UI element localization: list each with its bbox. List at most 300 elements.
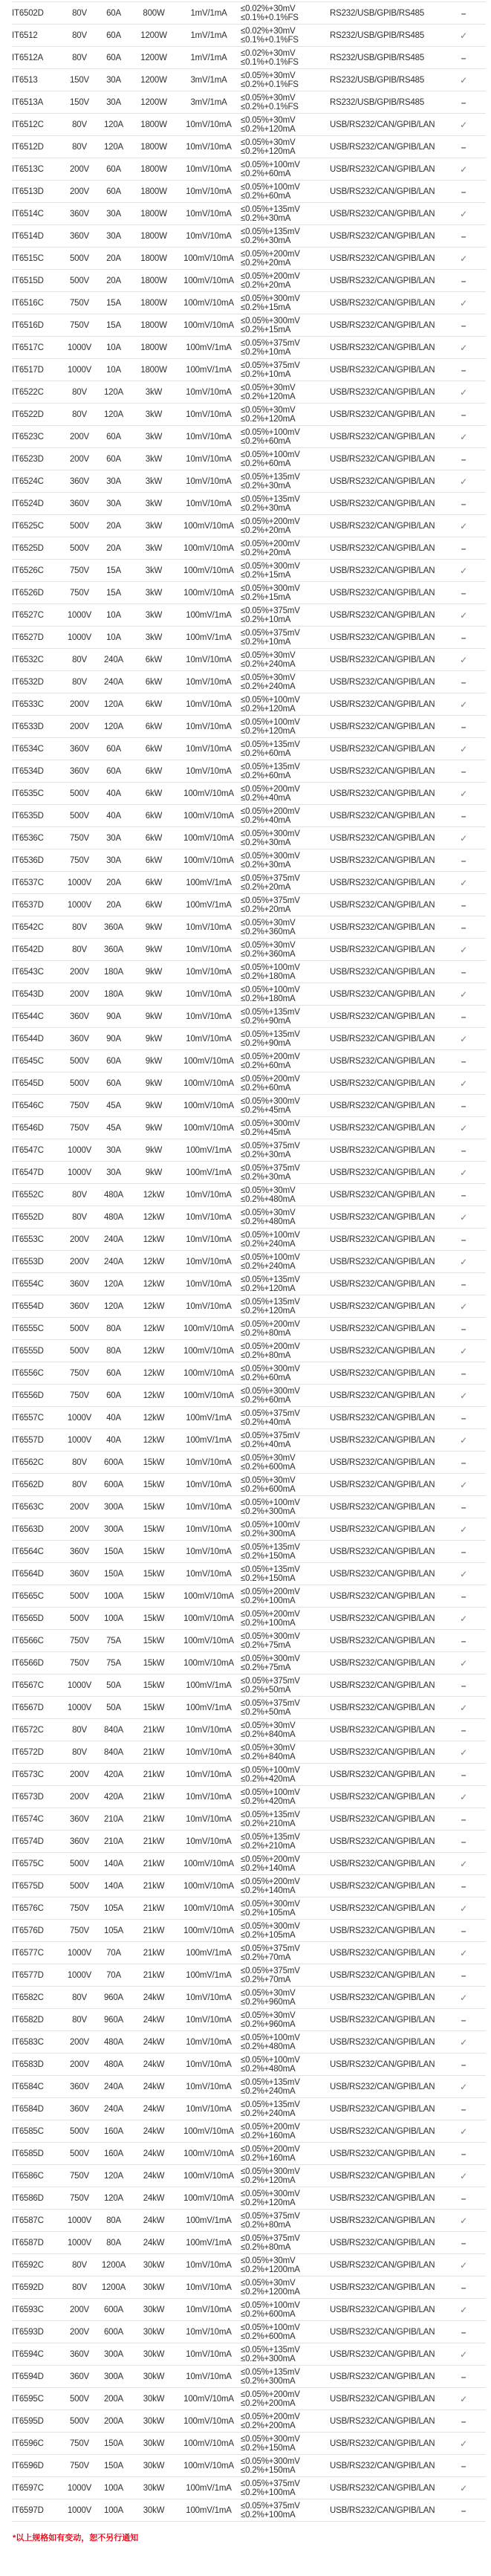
model-cell: IT6517D bbox=[12, 365, 44, 375]
accuracy-cell bbox=[241, 247, 330, 270]
rated-voltage-cell: 200V bbox=[69, 432, 90, 441]
resolution-cell: 100mV/10mA bbox=[183, 2193, 234, 2203]
dash-icon: – bbox=[461, 1323, 466, 1334]
model-cell: IT6553D bbox=[12, 1257, 44, 1266]
current-accuracy-value: ≤0.2%+210mA bbox=[241, 1819, 296, 1828]
standard-config-cell bbox=[441, 470, 486, 493]
standard-config-cell bbox=[441, 448, 486, 470]
rated-power-cell: 12kW bbox=[143, 1301, 165, 1311]
rated-current-cell: 45A bbox=[106, 1123, 121, 1133]
model-cell: IT6565C bbox=[12, 1591, 44, 1601]
check-icon: ✓ bbox=[460, 1702, 467, 1713]
rated-voltage-cell: 750V bbox=[69, 320, 90, 330]
accuracy-cell bbox=[241, 1897, 330, 1920]
check-icon: ✓ bbox=[460, 2126, 467, 2137]
rated-current-cell: 160A bbox=[103, 2149, 124, 2158]
accuracy-cell bbox=[241, 760, 330, 783]
rated-power-cell: 9kW bbox=[145, 1145, 163, 1155]
interfaces-cell: USB/RS232/CAN/GPIB/LAN bbox=[330, 632, 435, 642]
standard-config-cell bbox=[441, 2299, 486, 2321]
standard-config-cell bbox=[441, 2143, 486, 2165]
interfaces-cell: USB/RS232/CAN/GPIB/LAN bbox=[330, 120, 435, 129]
spec-row bbox=[12, 627, 486, 649]
rated-current-cell: 200A bbox=[103, 2416, 124, 2426]
resolution-cell: 100mV/10mA bbox=[183, 811, 234, 821]
interfaces-cell: USB/RS232/CAN/GPIB/LAN bbox=[330, 855, 435, 865]
rated-power-cell: 1200W bbox=[140, 97, 167, 107]
rated-power-cell: 6kW bbox=[145, 789, 163, 798]
spec-row bbox=[12, 203, 486, 225]
interfaces-cell: USB/RS232/CAN/GPIB/LAN bbox=[330, 343, 435, 352]
voltage-accuracy-value: ≤0.05%+200mV bbox=[241, 1587, 300, 1596]
rated-power-cell: 6kW bbox=[145, 655, 163, 664]
interfaces-cell: USB/RS232/CAN/GPIB/LAN bbox=[330, 298, 435, 308]
model-cell: IT6566D bbox=[12, 1658, 44, 1668]
rated-voltage-cell: 80V bbox=[72, 922, 87, 932]
dash-icon: – bbox=[461, 364, 466, 375]
current-accuracy-value: ≤0.2%+60mA bbox=[241, 459, 291, 468]
rated-power-cell: 15kW bbox=[143, 1457, 165, 1467]
voltage-accuracy-value: ≤0.05%+200mV bbox=[241, 517, 300, 526]
spec-row bbox=[12, 760, 486, 783]
rated-current-cell: 1200A bbox=[101, 2282, 126, 2292]
rated-voltage-cell: 150V bbox=[69, 97, 90, 107]
model-cell: IT6533D bbox=[12, 722, 44, 731]
resolution-cell: 100mV/10mA bbox=[183, 1636, 234, 1645]
resolution-cell: 10mV/10mA bbox=[186, 1547, 232, 1556]
spec-row bbox=[12, 783, 486, 805]
voltage-accuracy-value: ≤0.05%+135mV bbox=[241, 1275, 300, 1284]
resolution-cell: 100mV/1mA bbox=[186, 1435, 232, 1445]
voltage-accuracy-value: ≤0.05%+135mV bbox=[241, 2077, 300, 2087]
spec-row bbox=[12, 1295, 486, 1318]
rated-current-cell: 60A bbox=[106, 1391, 121, 1400]
dash-icon: – bbox=[461, 409, 466, 420]
interfaces-cell: RS232/USB/GPIB/RS485 bbox=[330, 97, 425, 107]
rated-voltage-cell: 200V bbox=[69, 1502, 90, 1512]
voltage-accuracy-value: ≤0.05%+375mV bbox=[241, 1163, 300, 1173]
spec-row bbox=[12, 2410, 486, 2433]
interfaces-cell: USB/RS232/CAN/GPIB/LAN bbox=[330, 2037, 435, 2047]
rated-voltage-cell: 360V bbox=[69, 209, 90, 219]
interfaces-cell: USB/RS232/CAN/GPIB/LAN bbox=[330, 1948, 435, 1958]
voltage-accuracy-value: ≤0.05%+100mV bbox=[241, 717, 300, 727]
spec-row bbox=[12, 983, 486, 1006]
model-cell: IT6515D bbox=[12, 276, 44, 285]
check-icon: ✓ bbox=[460, 988, 467, 1000]
resolution-cell: 100mV/10mA bbox=[183, 789, 234, 798]
rated-voltage-cell: 360V bbox=[69, 1836, 90, 1846]
voltage-accuracy-value: ≤0.05%+100mV bbox=[241, 962, 300, 972]
accuracy-cell bbox=[241, 850, 330, 872]
spec-row bbox=[12, 2499, 486, 2522]
current-accuracy-value: ≤0.2%+30mA bbox=[241, 236, 291, 245]
rated-power-cell: 6kW bbox=[145, 878, 163, 887]
dash-icon: – bbox=[461, 922, 466, 933]
rated-voltage-cell: 80V bbox=[72, 1212, 87, 1222]
standard-config-cell bbox=[441, 2366, 486, 2388]
current-accuracy-value: ≤0.2%+70mA bbox=[241, 1952, 291, 1962]
interfaces-cell: USB/RS232/CAN/GPIB/LAN bbox=[330, 231, 435, 241]
voltage-accuracy-value: ≤0.05%+135mV bbox=[241, 762, 300, 771]
standard-config-cell bbox=[441, 1674, 486, 1697]
spec-row bbox=[12, 2276, 486, 2299]
resolution-cell: 100mV/10mA bbox=[183, 1123, 234, 1133]
accuracy-cell bbox=[241, 1407, 330, 1429]
voltage-accuracy-value: ≤0.05%+375mV bbox=[241, 1141, 300, 1151]
check-icon: ✓ bbox=[460, 1657, 467, 1669]
check-icon: ✓ bbox=[460, 208, 467, 219]
check-icon: ✓ bbox=[460, 2036, 467, 2048]
model-cell: IT6587D bbox=[12, 2238, 44, 2247]
dash-icon: – bbox=[461, 230, 466, 242]
rated-current-cell: 105A bbox=[103, 1903, 124, 1913]
resolution-cell: 10mV/10mA bbox=[186, 1725, 232, 1735]
rated-voltage-cell: 1000V bbox=[67, 878, 92, 887]
voltage-accuracy-value: ≤0.05%+200mV bbox=[241, 2122, 300, 2132]
accuracy-cell bbox=[241, 1875, 330, 1897]
model-cell: IT6526C bbox=[12, 566, 44, 575]
spec-row bbox=[12, 2299, 486, 2321]
accuracy-cell bbox=[241, 292, 330, 314]
spec-row bbox=[12, 292, 486, 314]
voltage-accuracy-value: ≤0.05%+30mV bbox=[241, 405, 296, 415]
interfaces-cell: USB/RS232/CAN/GPIB/LAN bbox=[330, 2104, 435, 2114]
check-icon: ✓ bbox=[460, 1992, 467, 2003]
dash-icon: – bbox=[461, 721, 466, 732]
voltage-accuracy-value: ≤0.05%+135mV bbox=[241, 494, 300, 504]
interfaces-cell: USB/RS232/CAN/GPIB/LAN bbox=[330, 2439, 435, 2448]
current-accuracy-value: ≤0.2%+480mA bbox=[241, 2064, 296, 2074]
rated-voltage-cell: 500V bbox=[69, 789, 90, 798]
accuracy-cell bbox=[241, 1095, 330, 1117]
rated-current-cell: 15A bbox=[106, 320, 121, 330]
accuracy-cell bbox=[241, 2031, 330, 2054]
interfaces-cell: USB/RS232/CAN/GPIB/LAN bbox=[330, 1145, 435, 1155]
accuracy-cell bbox=[241, 1072, 330, 1095]
accuracy-cell bbox=[241, 2009, 330, 2031]
interfaces-cell: USB/RS232/CAN/GPIB/LAN bbox=[330, 1301, 435, 1311]
dash-icon: – bbox=[461, 1278, 466, 1289]
accuracy-cell bbox=[241, 1518, 330, 1541]
spec-row bbox=[12, 1251, 486, 1273]
current-accuracy-value: ≤0.2%+50mA bbox=[241, 1685, 291, 1695]
interfaces-cell: USB/RS232/CAN/GPIB/LAN bbox=[330, 1212, 435, 1222]
interfaces-cell: USB/RS232/CAN/GPIB/LAN bbox=[330, 276, 435, 285]
model-cell: IT6523C bbox=[12, 432, 44, 441]
standard-config-cell bbox=[441, 2098, 486, 2120]
current-accuracy-value: ≤0.2%+140mA bbox=[241, 1863, 296, 1873]
rated-voltage-cell: 750V bbox=[69, 1101, 90, 1110]
standard-config-cell bbox=[441, 2276, 486, 2299]
standard-config-cell bbox=[441, 2232, 486, 2254]
rated-voltage-cell: 750V bbox=[69, 2439, 90, 2448]
rated-voltage-cell: 80V bbox=[72, 945, 87, 954]
spec-row bbox=[12, 381, 486, 404]
accuracy-cell bbox=[241, 1563, 330, 1585]
spec-row bbox=[12, 1229, 486, 1251]
standard-config-cell bbox=[441, 738, 486, 760]
current-accuracy-value: ≤0.2%+90mA bbox=[241, 1016, 291, 1026]
model-cell: IT6597D bbox=[12, 2505, 44, 2515]
voltage-accuracy-value: ≤0.05%+375mV bbox=[241, 360, 300, 370]
standard-config-cell bbox=[441, 2054, 486, 2076]
accuracy-cell bbox=[241, 1697, 330, 1719]
current-accuracy-value: ≤0.2%+150mA bbox=[241, 1551, 296, 1561]
resolution-cell: 10mV/10mA bbox=[186, 1792, 232, 1802]
rated-voltage-cell: 750V bbox=[69, 298, 90, 308]
interfaces-cell: USB/RS232/CAN/GPIB/LAN bbox=[330, 365, 435, 375]
rated-current-cell: 30A bbox=[106, 833, 121, 843]
rated-power-cell: 9kW bbox=[145, 1123, 163, 1133]
rated-current-cell: 75A bbox=[106, 1636, 121, 1645]
rated-current-cell: 60A bbox=[106, 1056, 121, 1066]
rated-power-cell: 12kW bbox=[143, 1368, 165, 1378]
interfaces-cell: USB/RS232/CAN/GPIB/LAN bbox=[330, 1056, 435, 1066]
voltage-accuracy-value: ≤0.05%+100mV bbox=[241, 695, 300, 705]
spec-row bbox=[12, 2, 486, 25]
standard-config-cell bbox=[441, 2120, 486, 2143]
rated-power-cell: 9kW bbox=[145, 1056, 163, 1066]
standard-config-cell bbox=[441, 158, 486, 181]
rated-current-cell: 100A bbox=[103, 2505, 124, 2515]
model-cell: IT6554C bbox=[12, 1279, 44, 1289]
rated-voltage-cell: 80V bbox=[72, 8, 87, 18]
standard-config-cell bbox=[441, 1987, 486, 2009]
rated-power-cell: 3kW bbox=[145, 610, 163, 620]
current-accuracy-value: ≤0.2%+50mA bbox=[241, 1707, 291, 1717]
model-cell: IT6532C bbox=[12, 655, 44, 664]
rated-power-cell: 30kW bbox=[143, 2394, 165, 2404]
rated-power-cell: 9kW bbox=[145, 1012, 163, 1021]
rated-current-cell: 480A bbox=[103, 1190, 124, 1200]
rated-voltage-cell: 80V bbox=[72, 410, 87, 419]
dash-icon: – bbox=[461, 2148, 466, 2159]
rated-voltage-cell: 150V bbox=[69, 75, 90, 85]
standard-config-cell bbox=[441, 1808, 486, 1831]
standard-config-cell bbox=[441, 2455, 486, 2477]
current-accuracy-value: ≤0.2%+240mA bbox=[241, 2109, 296, 2118]
spec-row bbox=[12, 1674, 486, 1697]
voltage-accuracy-value: ≤0.05%+100mV bbox=[241, 160, 300, 169]
standard-config-cell bbox=[441, 1897, 486, 1920]
voltage-accuracy-value: ≤0.05%+30mV bbox=[241, 93, 296, 103]
rated-current-cell: 420A bbox=[103, 1792, 124, 1802]
standard-config-cell bbox=[441, 1206, 486, 1229]
voltage-accuracy-value: ≤0.05%+135mV bbox=[241, 2367, 300, 2377]
accuracy-cell bbox=[241, 1206, 330, 1229]
resolution-cell: 100mV/1mA bbox=[186, 1145, 232, 1155]
voltage-accuracy-value: ≤0.05%+135mV bbox=[241, 1832, 300, 1842]
rated-current-cell: 480A bbox=[103, 2037, 124, 2047]
rated-power-cell: 15kW bbox=[143, 1502, 165, 1512]
current-accuracy-value: ≤0.2%+840mA bbox=[241, 1752, 296, 1761]
standard-config-cell bbox=[441, 537, 486, 560]
spec-row bbox=[12, 604, 486, 627]
spec-row bbox=[12, 1273, 486, 1295]
resolution-cell: 10mV/10mA bbox=[186, 1836, 232, 1846]
dash-icon: – bbox=[461, 1836, 466, 1847]
voltage-accuracy-value: ≤0.05%+100mV bbox=[241, 2323, 300, 2332]
check-icon: ✓ bbox=[460, 877, 467, 888]
voltage-accuracy-value: ≤0.05%+30mV bbox=[241, 1185, 296, 1195]
voltage-accuracy-value: ≤0.05%+100mV bbox=[241, 427, 300, 437]
rated-voltage-cell: 200V bbox=[69, 2037, 90, 2047]
model-cell: IT6527C bbox=[12, 610, 44, 620]
rated-current-cell: 300A bbox=[103, 1524, 124, 1534]
accuracy-cell bbox=[241, 1050, 330, 1072]
rated-power-cell: 12kW bbox=[143, 1391, 165, 1400]
current-accuracy-value: ≤0.2%+140mA bbox=[241, 1886, 296, 1895]
rated-power-cell: 12kW bbox=[143, 1234, 165, 1244]
rated-voltage-cell: 750V bbox=[69, 1636, 90, 1645]
rated-current-cell: 60A bbox=[106, 454, 121, 464]
resolution-cell: 10mV/10mA bbox=[186, 967, 232, 977]
accuracy-cell bbox=[241, 1251, 330, 1273]
check-icon: ✓ bbox=[460, 1947, 467, 1958]
interfaces-cell: USB/RS232/CAN/GPIB/LAN bbox=[330, 2349, 435, 2359]
dash-icon: – bbox=[461, 1970, 466, 1981]
accuracy-cell bbox=[241, 1496, 330, 1518]
voltage-accuracy-value: ≤0.05%+30mV bbox=[241, 71, 296, 80]
rated-power-cell: 30kW bbox=[143, 2260, 165, 2270]
dash-icon: – bbox=[461, 2059, 466, 2070]
model-cell: IT6574C bbox=[12, 1814, 44, 1824]
standard-config-cell bbox=[441, 404, 486, 426]
resolution-cell: 100mV/1mA bbox=[186, 2216, 232, 2225]
current-accuracy-value: ≤0.2%+40mA bbox=[241, 1417, 291, 1427]
rated-voltage-cell: 1000V bbox=[67, 1680, 92, 1690]
standard-config-cell bbox=[441, 1273, 486, 1295]
rated-power-cell: 21kW bbox=[143, 1814, 165, 1824]
resolution-cell: 10mV/10mA bbox=[186, 1279, 232, 1289]
spec-row bbox=[12, 158, 486, 181]
model-cell: IT6547C bbox=[12, 1145, 44, 1155]
resolution-cell: 3mV/1mA bbox=[190, 75, 227, 85]
check-icon: ✓ bbox=[460, 476, 467, 487]
check-icon: ✓ bbox=[460, 1033, 467, 1044]
standard-config-cell bbox=[441, 827, 486, 850]
rated-voltage-cell: 1000V bbox=[67, 2238, 92, 2247]
resolution-cell: 100mV/10mA bbox=[183, 1368, 234, 1378]
dash-icon: – bbox=[461, 899, 466, 910]
voltage-accuracy-value: ≤0.05%+375mV bbox=[241, 2211, 300, 2221]
rated-power-cell: 30kW bbox=[143, 2483, 165, 2493]
rated-current-cell: 40A bbox=[106, 811, 121, 821]
rated-current-cell: 100A bbox=[103, 1614, 124, 1623]
model-cell: IT6562C bbox=[12, 1457, 44, 1467]
accuracy-cell bbox=[241, 2276, 330, 2299]
current-accuracy-value: ≤0.2%+60mA bbox=[241, 436, 291, 446]
current-accuracy-value: ≤0.2%+240mA bbox=[241, 659, 296, 669]
rated-power-cell: 1800W bbox=[140, 298, 167, 308]
current-accuracy-value: ≤0.2%+105mA bbox=[241, 1908, 296, 1918]
rated-power-cell: 21kW bbox=[143, 1792, 165, 1802]
model-cell: IT6536C bbox=[12, 833, 44, 843]
model-cell: IT6544C bbox=[12, 1012, 44, 1021]
current-accuracy-value: ≤0.2%+45mA bbox=[241, 1127, 291, 1137]
model-cell: IT6543D bbox=[12, 989, 44, 999]
accuracy-cell bbox=[241, 515, 330, 537]
model-cell: IT6595D bbox=[12, 2416, 44, 2426]
rated-current-cell: 105A bbox=[103, 1926, 124, 1935]
rated-voltage-cell: 200V bbox=[69, 1524, 90, 1534]
rated-voltage-cell: 200V bbox=[69, 2059, 90, 2069]
dash-icon: – bbox=[461, 2326, 466, 2337]
standard-config-cell bbox=[441, 1920, 486, 1942]
spec-row bbox=[12, 515, 486, 537]
rated-current-cell: 120A bbox=[103, 699, 124, 709]
model-cell: IT6563D bbox=[12, 1524, 44, 1534]
check-icon: ✓ bbox=[460, 2259, 467, 2271]
rated-power-cell: 12kW bbox=[143, 1212, 165, 1222]
resolution-cell: 10mV/10mA bbox=[186, 945, 232, 954]
rated-current-cell: 120A bbox=[103, 2193, 124, 2203]
accuracy-cell bbox=[241, 1229, 330, 1251]
model-cell: IT6525C bbox=[12, 521, 44, 531]
model-cell: IT6555D bbox=[12, 1346, 44, 1356]
rated-current-cell: 140A bbox=[103, 1859, 124, 1868]
interfaces-cell: USB/RS232/CAN/GPIB/LAN bbox=[330, 1123, 435, 1133]
resolution-cell: 100mV/1mA bbox=[186, 632, 232, 642]
current-accuracy-value: ≤0.2%+30mA bbox=[241, 1150, 291, 1159]
voltage-accuracy-value: ≤0.05%+200mV bbox=[241, 1052, 300, 1061]
rated-power-cell: 12kW bbox=[143, 1346, 165, 1356]
rated-voltage-cell: 500V bbox=[69, 1881, 90, 1891]
accuracy-cell bbox=[241, 136, 330, 158]
spec-row bbox=[12, 270, 486, 292]
rated-current-cell: 80A bbox=[106, 2216, 121, 2225]
resolution-cell: 10mV/10mA bbox=[186, 454, 232, 464]
accuracy-cell bbox=[241, 894, 330, 916]
accuracy-cell bbox=[241, 381, 330, 404]
accuracy-cell bbox=[241, 671, 330, 693]
resolution-cell: 100mV/1mA bbox=[186, 878, 232, 887]
model-cell: IT6575C bbox=[12, 1859, 44, 1868]
check-icon: ✓ bbox=[460, 1903, 467, 1914]
interfaces-cell: USB/RS232/CAN/GPIB/LAN bbox=[330, 722, 435, 731]
accuracy-cell bbox=[241, 805, 330, 827]
voltage-accuracy-value: ≤0.05%+200mV bbox=[241, 2412, 300, 2421]
voltage-accuracy-value: ≤0.05%+30mV bbox=[241, 137, 296, 147]
interfaces-cell: USB/RS232/CAN/GPIB/LAN bbox=[330, 588, 435, 598]
voltage-accuracy-value: ≤0.05%+300mV bbox=[241, 583, 300, 593]
interfaces-cell: USB/RS232/CAN/GPIB/LAN bbox=[330, 1747, 435, 1757]
standard-config-cell bbox=[441, 1407, 486, 1429]
voltage-accuracy-value: ≤0.05%+135mV bbox=[241, 1029, 300, 1039]
interfaces-cell: USB/RS232/CAN/GPIB/LAN bbox=[330, 922, 435, 932]
model-cell: IT6516D bbox=[12, 320, 44, 330]
model-cell: IT6552C bbox=[12, 1190, 44, 1200]
spec-row bbox=[12, 1920, 486, 1942]
spec-table-body bbox=[12, 2, 486, 2522]
standard-config-cell bbox=[441, 1630, 486, 1652]
rated-voltage-cell: 200V bbox=[69, 699, 90, 709]
spec-row bbox=[12, 1764, 486, 1786]
accuracy-cell bbox=[241, 1808, 330, 1831]
rated-current-cell: 30A bbox=[106, 499, 121, 508]
rated-current-cell: 80A bbox=[106, 2238, 121, 2247]
check-icon: ✓ bbox=[460, 431, 467, 442]
interfaces-cell: USB/RS232/CAN/GPIB/LAN bbox=[330, 2327, 435, 2337]
rated-power-cell: 9kW bbox=[145, 967, 163, 977]
rated-power-cell: 30kW bbox=[143, 2439, 165, 2448]
spec-row bbox=[12, 1987, 486, 2009]
rated-voltage-cell: 500V bbox=[69, 811, 90, 821]
voltage-accuracy-value: ≤0.05%+100mV bbox=[241, 1765, 300, 1775]
voltage-accuracy-value: ≤0.05%+375mV bbox=[241, 606, 300, 615]
rated-current-cell: 30A bbox=[106, 97, 121, 107]
